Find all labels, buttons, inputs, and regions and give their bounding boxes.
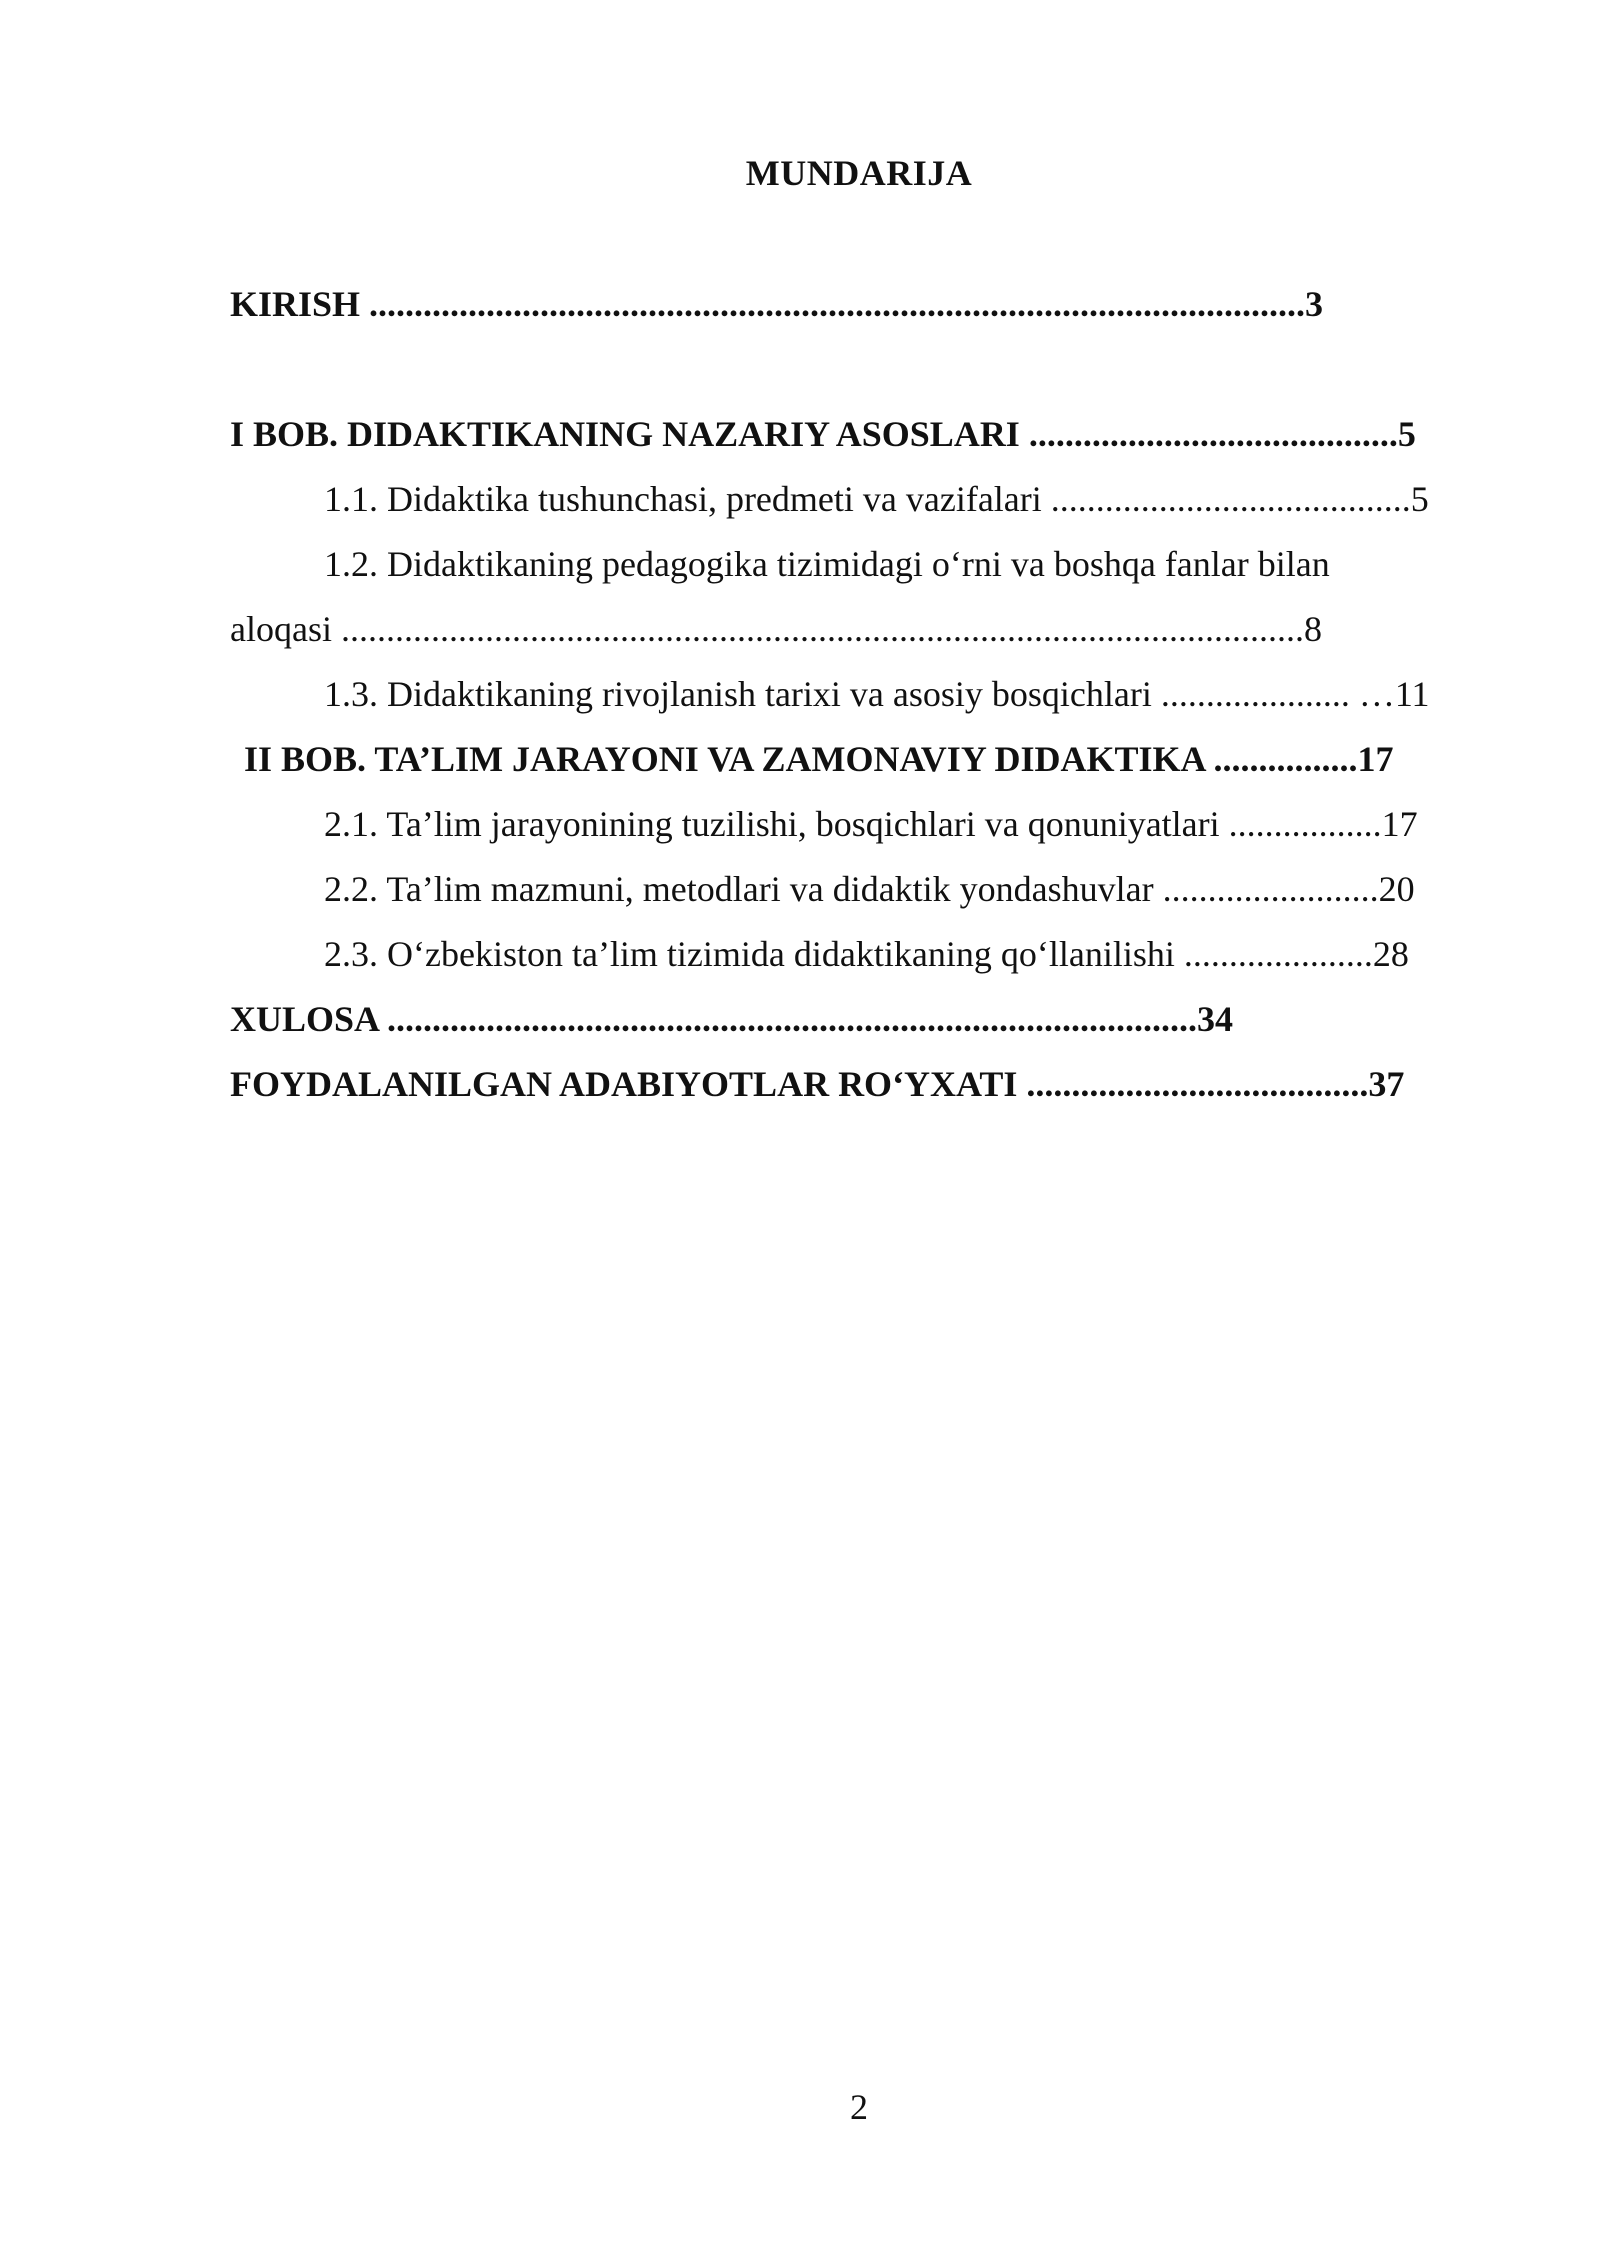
toc-entry-2-2: 2.2. Ta’lim mazmuni, metodlari va didaktik yondashuvlar ........................20 bbox=[324, 869, 1415, 909]
page-number: 2 bbox=[850, 2087, 868, 2127]
toc-entry-2-3: 2.3. O‘zbekiston ta’lim tizimida didaktikaning qo‘llanilishi .....................28 bbox=[324, 934, 1409, 974]
toc-entry-bob-2: II BOB. TA’LIM JARAYONI VA ZAMONAVIY DIDAKTIKA ................17 bbox=[244, 739, 1394, 779]
toc-entry-bob-1: I BOB. DIDAKTIKANING NAZARIY ASOSLARI .........................................5 bbox=[230, 414, 1416, 454]
toc-entry-1-2-line-2: aloqasi ...........................................................................................................8 bbox=[230, 609, 1322, 649]
toc-entry-adabiyotlar: FOYDALANILGAN ADABIYOTLAR RO‘YXATI ......................................37 bbox=[230, 1064, 1405, 1104]
toc-entry-kirish: KIRISH ........................................................................................................3 bbox=[230, 284, 1324, 324]
toc-entry-2-1: 2.1. Ta’lim jarayonining tuzilishi, bosqichlari va qonuniyatlari .................17 bbox=[324, 804, 1418, 844]
toc-entry-1-3: 1.3. Didaktikaning rivojlanish tarixi va asosiy bosqichlari ..................... …11 bbox=[324, 674, 1430, 714]
toc-entry-1-2-line-1: 1.2. Didaktikaning pedagogika tizimidagi o‘rni va boshqa fanlar bilan bbox=[324, 544, 1330, 584]
page-title: MUNDARIJA bbox=[745, 153, 973, 193]
toc-entry-1-1: 1.1. Didaktika tushunchasi, predmeti va vazifalari ........................................5 bbox=[324, 479, 1429, 519]
toc-entry-xulosa: XULOSA ..........................................................................................34 bbox=[230, 999, 1234, 1039]
